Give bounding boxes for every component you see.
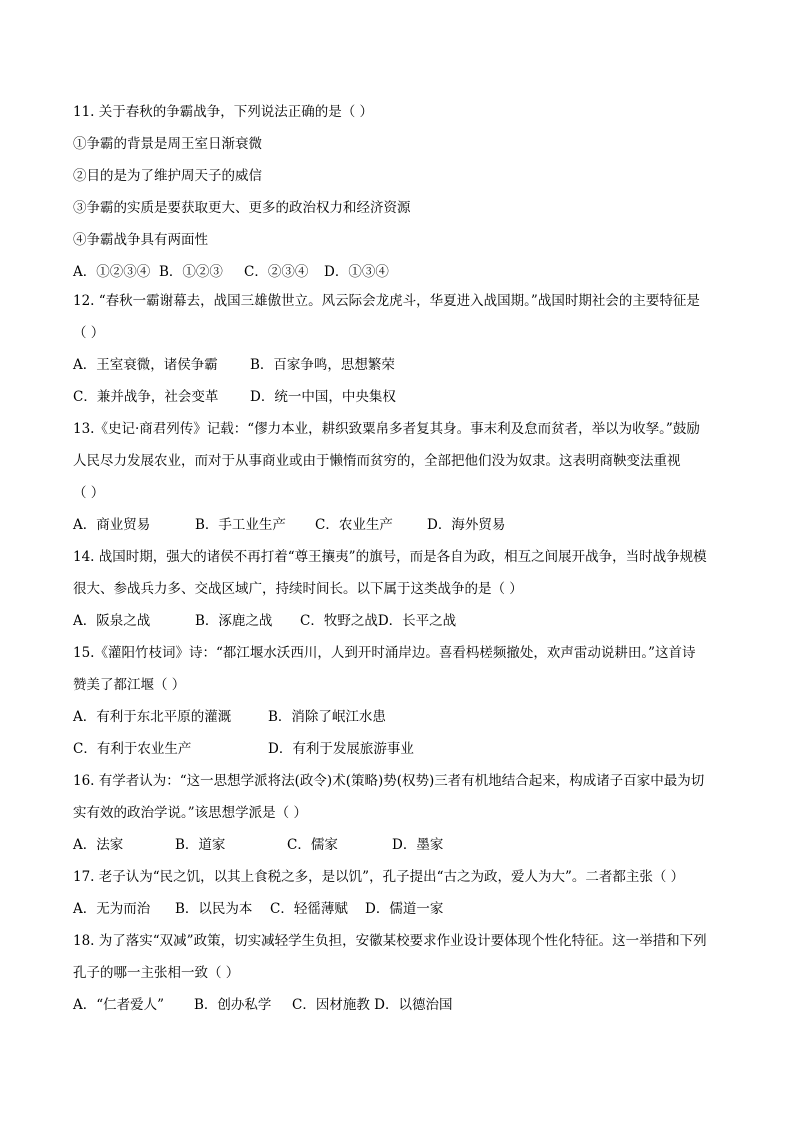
question-16-stem-line-1: 16. 有学者认为：“这一思想学派将法(政令)术(策略)势(权势)三者有机地结合起来，构成诸子百家中最为切	[73, 773, 705, 789]
option-b[interactable]: B．创办私学	[194, 997, 272, 1013]
question-11-statement-1: ①争霸的背景是周王室日渐衰微	[73, 136, 262, 152]
option-b[interactable]: B．涿鹿之战	[195, 613, 273, 629]
option-a[interactable]: A．法家	[73, 837, 124, 853]
question-14-stem-line-1: 14. 战国时期，强大的诸侯不再打着“尊王攘夷”的旗号，而是各自为政，相互之间展开战争，当时战争规模	[73, 549, 707, 565]
option-c[interactable]: C．儒家	[287, 837, 338, 853]
question-16-stem-line-2: 实有效的政治学说。”该思想学派是（ ）	[73, 805, 307, 821]
question-13-stem-line-2: 人民尽力发展农业，而对于从事商业或由于懒惰而贫穷的，全部把他们没为奴隶。这表明商鞅变法重视	[73, 453, 681, 469]
option-b[interactable]: B．道家	[175, 837, 226, 853]
question-12-options-row-1	[73, 356, 395, 374]
question-18-stem-line-1: 18. 为了落实“双减”政策，切实减轻学生负担，安徽某校要求作业设计要体现个性化特征。这一举措和下列	[73, 933, 707, 949]
option-b[interactable]: B．以民为本	[175, 901, 253, 917]
option-c[interactable]: C．有利于农业生产	[73, 741, 192, 757]
question-17-options	[73, 900, 443, 918]
option-a[interactable]: A．无为而治	[73, 901, 151, 917]
question-12-stem-line-1: 12. “春秋一霸谢幕去，战国三雄傲世立。风云际会龙虎斗，华夏进入战国期。”战国时期社会的主要特征是	[73, 293, 700, 309]
option-c-d[interactable]: C．牧野之战D．长平之战	[300, 613, 457, 629]
question-13-stem-line-1: 13.《史记·商君列传》记载：“僇力本业，耕织致粟帛多者复其身。事末利及怠而贫者，举以为收孥。”鼓励	[73, 421, 700, 437]
question-16-options	[73, 836, 443, 854]
question-15-stem-line-1: 15.《灌阳竹枝词》诗：“都江堰水沃西川，人到开时涌岸边。喜看杩槎频撤处，欢声雷动说耕田。”这首诗	[73, 645, 696, 661]
option-a[interactable]: A．“仁者爱人”	[73, 997, 165, 1013]
option-d[interactable]: D．有利于发展旅游事业	[268, 741, 414, 757]
option-c[interactable]: C．②③④	[244, 264, 309, 280]
question-12-stem-line-2: （ ）	[73, 325, 105, 341]
question-18-options	[73, 996, 452, 1014]
option-a[interactable]: A．王室衰微，诸侯争霸	[73, 357, 218, 373]
option-a[interactable]: A．①②③④	[73, 264, 151, 280]
question-11-statement-4: ④争霸战争具有两面性	[73, 232, 208, 248]
question-13-options	[73, 516, 505, 534]
question-15-stem-line-2: 赞美了都江堰（ ）	[73, 677, 186, 693]
question-13-stem-line-3: （ ）	[73, 485, 105, 501]
option-c[interactable]: C．轻徭薄赋	[270, 901, 348, 917]
question-15-options-row-2	[73, 740, 414, 758]
question-18-stem-line-2: 孔子的哪一主张相一致（ ）	[73, 965, 240, 981]
option-a[interactable]: A．有利于东北平原的灌溉	[73, 709, 232, 725]
question-11-options	[73, 263, 389, 281]
option-a[interactable]: A．阪泉之战	[73, 613, 151, 629]
question-14-options	[73, 612, 456, 630]
option-d[interactable]: D．①③④	[324, 264, 389, 280]
option-b[interactable]: B．①②③	[159, 264, 223, 280]
option-d[interactable]: D．统一中国，中央集权	[250, 389, 396, 405]
option-c-d[interactable]: C．因材施教 D．以德治国	[292, 997, 453, 1013]
question-12-options-row-2	[73, 388, 396, 406]
option-b[interactable]: B．手工业生产	[195, 517, 286, 533]
option-b[interactable]: B．百家争鸣，思想繁荣	[250, 357, 395, 373]
question-11-statement-3: ③争霸的实质是要获取更大、更多的政治权力和经济资源	[73, 200, 411, 216]
question-17-stem: 17. 老子认为“民之饥，以其上食税之多，是以饥”，孔子提出“古之为政，爱人为大”。二者都主张（ ）	[73, 869, 685, 885]
option-b[interactable]: B．消除了岷江水患	[268, 709, 386, 725]
question-14-stem-line-2: 很大、参战兵力多、交战区域广，持续时间长。以下属于这类战争的是（ ）	[73, 581, 523, 597]
question-11-stem: 11. 关于春秋的争霸战争，下列说法正确的是（ ）	[73, 104, 374, 120]
question-15-options-row-1	[73, 708, 386, 726]
option-c[interactable]: C．兼并战争，社会变革	[73, 389, 219, 405]
option-c[interactable]: C．农业生产	[315, 517, 393, 533]
option-d[interactable]: D．儒道一家	[365, 901, 444, 917]
option-d[interactable]: D．墨家	[392, 837, 444, 853]
question-11-statement-2: ②目的是为了维护周天子的威信	[73, 168, 262, 184]
option-a[interactable]: A．商业贸易	[73, 517, 151, 533]
option-d[interactable]: D．海外贸易	[427, 517, 506, 533]
